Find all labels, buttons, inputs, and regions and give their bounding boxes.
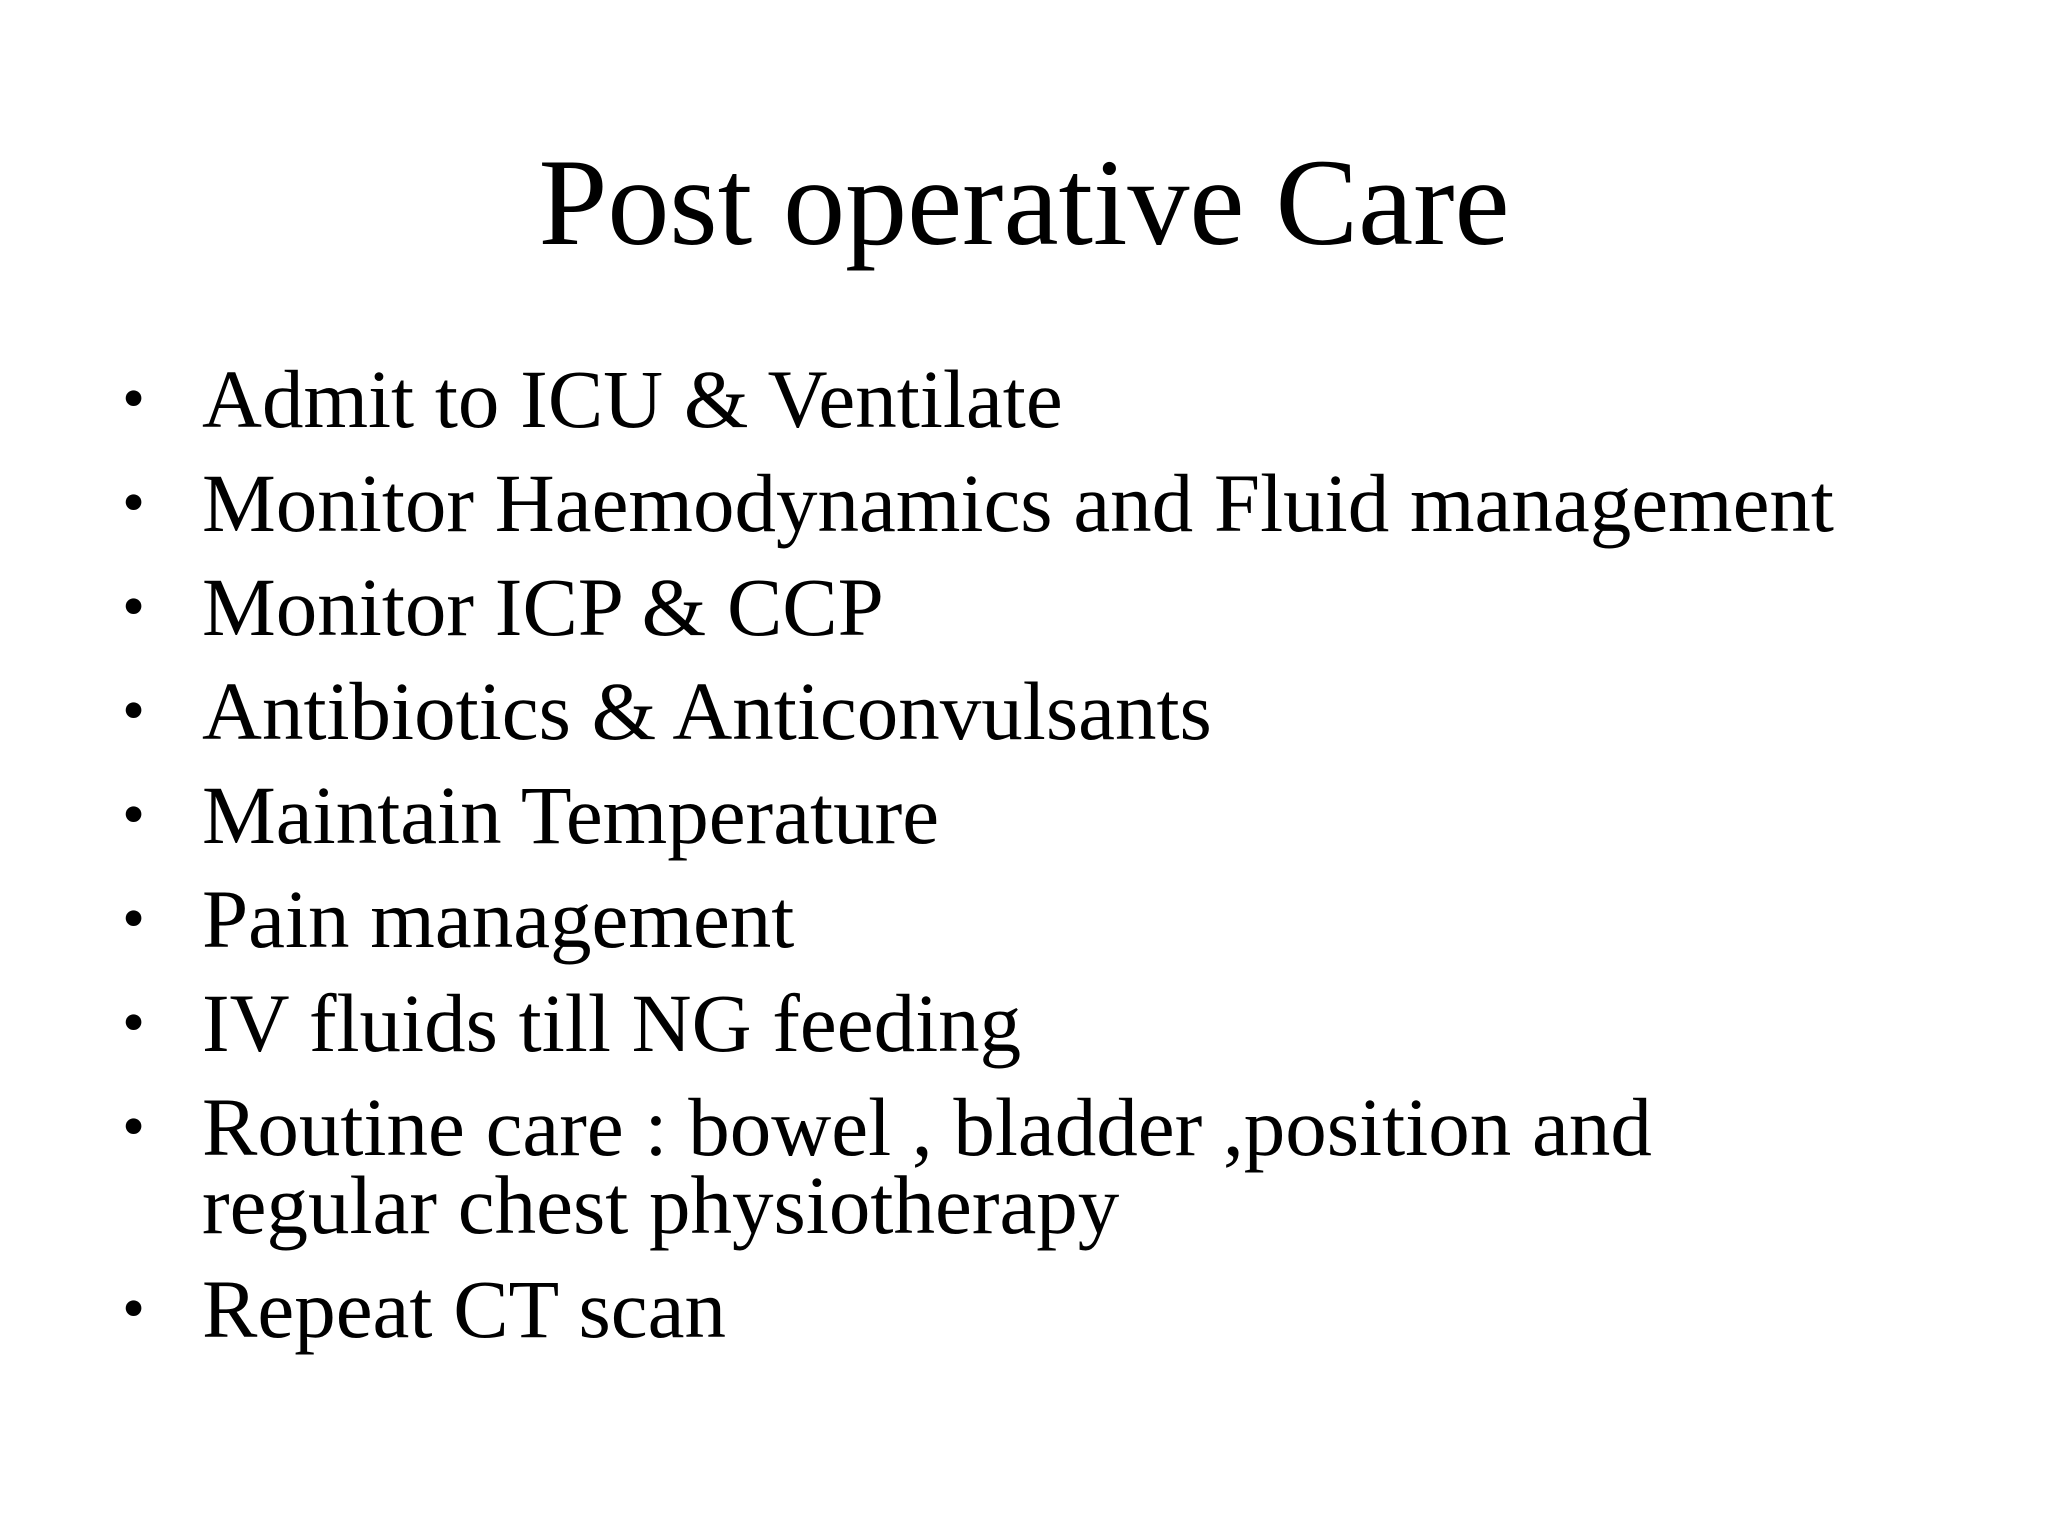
list-item-text: Monitor Haemodynamics and Fluid management (202, 457, 1834, 549)
bullet-icon: • (122, 1090, 146, 1163)
bullet-icon: • (122, 986, 146, 1059)
bullet-icon: • (122, 570, 146, 643)
list-item (122, 665, 1982, 757)
list-item-text: Maintain Temperature (202, 769, 940, 861)
list-item (122, 1081, 1982, 1251)
list-item-text: Monitor ICP & CCP (202, 561, 884, 653)
list-item-text: Pain management (202, 873, 795, 965)
list-item-text: Antibiotics & Anticonvulsants (202, 665, 1212, 757)
bullet-icon: • (122, 362, 146, 435)
list-item (122, 457, 1982, 549)
list-item-text: Admit to ICU & Ventilate (202, 353, 1063, 445)
list-item (122, 561, 1982, 653)
bullet-icon: • (122, 1272, 146, 1345)
bullet-list (122, 353, 1982, 1374)
list-item-text: Repeat CT scan (202, 1263, 726, 1355)
list-item-text: Routine care : bowel , bladder ,position and regular chest physiotherapy (202, 1081, 1652, 1251)
list-item (122, 769, 1982, 861)
list-item (122, 873, 1982, 965)
list-item (122, 977, 1982, 1069)
list-item-text: IV fluids till NG feeding (202, 977, 1022, 1069)
bullet-icon: • (122, 674, 146, 747)
list-item (122, 1263, 1982, 1355)
slide-title: Post operative Care (538, 134, 1510, 271)
list-item (122, 353, 1982, 445)
bullet-icon: • (122, 466, 146, 539)
bullet-icon: • (122, 778, 146, 851)
bullet-icon: • (122, 882, 146, 955)
